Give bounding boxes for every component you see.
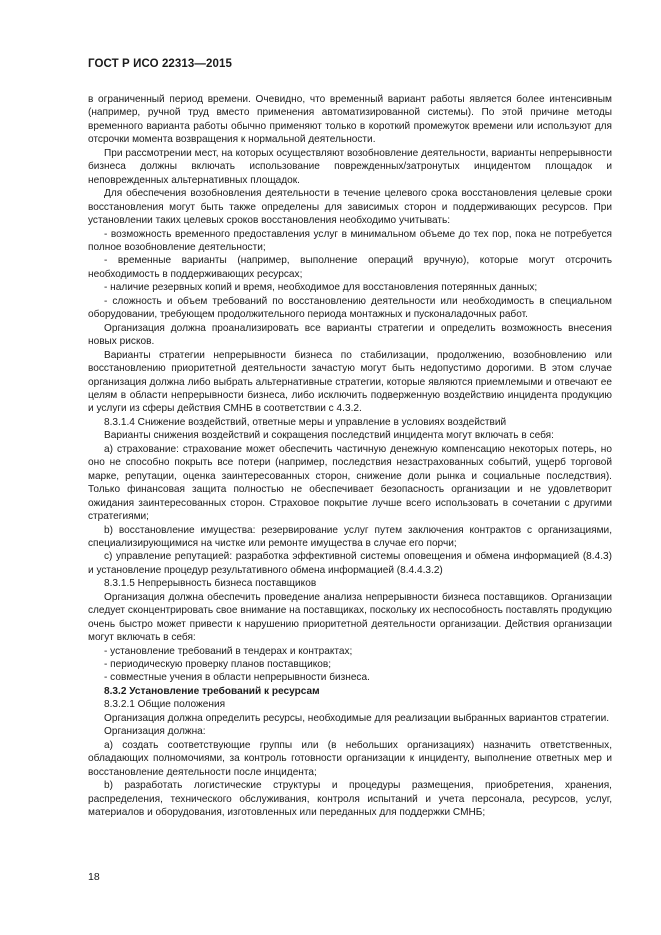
list-item: b) разработать логистические структуры и процедуры размещения, приобретения, хранения, распределения, технического обслуживания, контроля испытаний и учета персонала, ресурсов, услуг, материалов и оборудования, изготовленных или переданных для поддержки СМНБ; xyxy=(88,780,612,819)
paragraph: При рассмотрении мест, на которых осуществляют возобновление деятельности, варианты непрерывности бизнеса должны включать использование поврежденных/затронутых инцидентом площадок и неповрежденных альтернативных площадок. xyxy=(88,147,612,186)
subsection-heading: 8.3.2.1 Общие положения xyxy=(104,699,226,711)
list-item: - совместные учения в области непрерывности бизнеса. xyxy=(104,672,370,684)
list-item: b) восстановление имущества: резервирование услуг путем заключения контрактов с организациями, специализирующимися на чистке или ремонте имущества в случае его порчи; xyxy=(88,524,612,549)
page-number: 18 xyxy=(88,871,100,883)
paragraph: Организация должна определить ресурсы, необходимые для реализации выбранных вариантов стратегии. xyxy=(104,712,610,724)
subsection-heading: 8.3.1.4 Снижение воздействий, ответные меры и управление в условиях воздействий xyxy=(104,416,507,428)
paragraph: Организация должна: xyxy=(104,726,206,738)
paragraph: Организация должна обеспечить проведение анализа непрерывности бизнеса поставщиков. Организации следует сконцентрировать свое внимание на поставщиках, поскольку их неспособность поставлять продукцию очень быстро может привести к нарушению приоритетной деятельности организации. Действия организации могут включать в себя: xyxy=(88,591,612,644)
section-heading: 8.3.2 Установление требований к ресурсам xyxy=(104,685,320,697)
list-item: а) страхование: страхование может обеспечить частичную денежную компенсацию некоторых потерь, но оно не способно покрыть все потери (например, последствия незастрахованных событий, ущерб торговой марке, репутации, оценка заинтересованных сторон, снижение доли рынка и социальные последствия). Только финансовая защита полностью не обеспечивает безопасность организации и не удовлетворит ожидания заинтересованных сторон. Страховое покрытие лучше всего использовать в сочетании с другими стратегиями; xyxy=(88,443,612,523)
paragraph: Варианты стратегии непрерывности бизнеса по стабилизации, продолжению, возобновлению или восстановлению приоритетной деятельности зачастую могут быть недопустимо дорогими. В этом случае организация должна либо выбрать альтернативные стратегии, которые являются приемлемыми и отвечают ее целям в области непрерывности бизнеса, либо исключить подверженную воздействию инцидента продукцию и услуги из сферы действия СМНБ в соответствии с 4.3.2. xyxy=(88,349,612,415)
list-item: - сложность и объем требований по восстановлению деятельности или необходимость в специальном оборудовании, требующем продолжительного периода монтажных и пусконаладочных работ. xyxy=(88,295,612,321)
paragraph: Варианты снижения воздействий и сокращения последствий инцидента могут включать в себя: xyxy=(104,430,554,442)
list-item: а) создать соответствующие группы или (в небольших организациях) назначить ответственных, обладающих полномочиями, за контроль готовности организации к инциденту, выполнение ответных мер и восстановление деятельности после инцидента; xyxy=(88,739,612,778)
paragraph: Для обеспечения возобновления деятельности в течение целевого срока восстановления целевые сроки восстановления могут быть также определены для зависимых сторон и поддерживающих ресурсов. При установлении таких целевых сроков восстановления необходимо учитывать: xyxy=(88,188,612,227)
paragraph: в ограниченный период времени. Очевидно, что временный вариант работы является более интенсивным (например, ручной труд вместо применения автоматизированной системы). По этой причине методы временного варианта работы обычно применяют только в короткий промежуток времени или используют для отсрочки момента возвращения к нормальной деятельности. xyxy=(88,94,612,146)
list-item: - установление требований в тендерах и контрактах; xyxy=(104,645,353,657)
document-header: ГОСТ Р ИСО 22313—2015 xyxy=(88,58,233,70)
list-item: - периодическую проверку планов поставщиков; xyxy=(104,659,332,671)
subsection-heading: 8.3.1.5 Непрерывность бизнеса поставщиков xyxy=(104,578,317,590)
document-body xyxy=(88,93,612,819)
paragraph: Организация должна проанализировать все варианты стратегии и определить возможность внесения новых рисков. xyxy=(88,322,612,348)
list-item: - возможность временного предоставления услуг в минимальном объеме до тех пор, пока не потребуется полное возобновление деятельности; xyxy=(88,228,612,253)
list-item: - временные варианты (например, выполнение операций вручную), которые могут отсрочить необходимость в поддерживающих ресурсах; xyxy=(88,255,612,280)
list-item: c) управление репутацией: разработка эффективной системы оповещения и обмена информацией (8.4.3) и установление процедур результативного обмена информацией (8.4.4.3.2) xyxy=(88,551,612,576)
list-item: - наличие резервных копий и время, необходимое для восстановления потерянных данных; xyxy=(104,282,538,294)
